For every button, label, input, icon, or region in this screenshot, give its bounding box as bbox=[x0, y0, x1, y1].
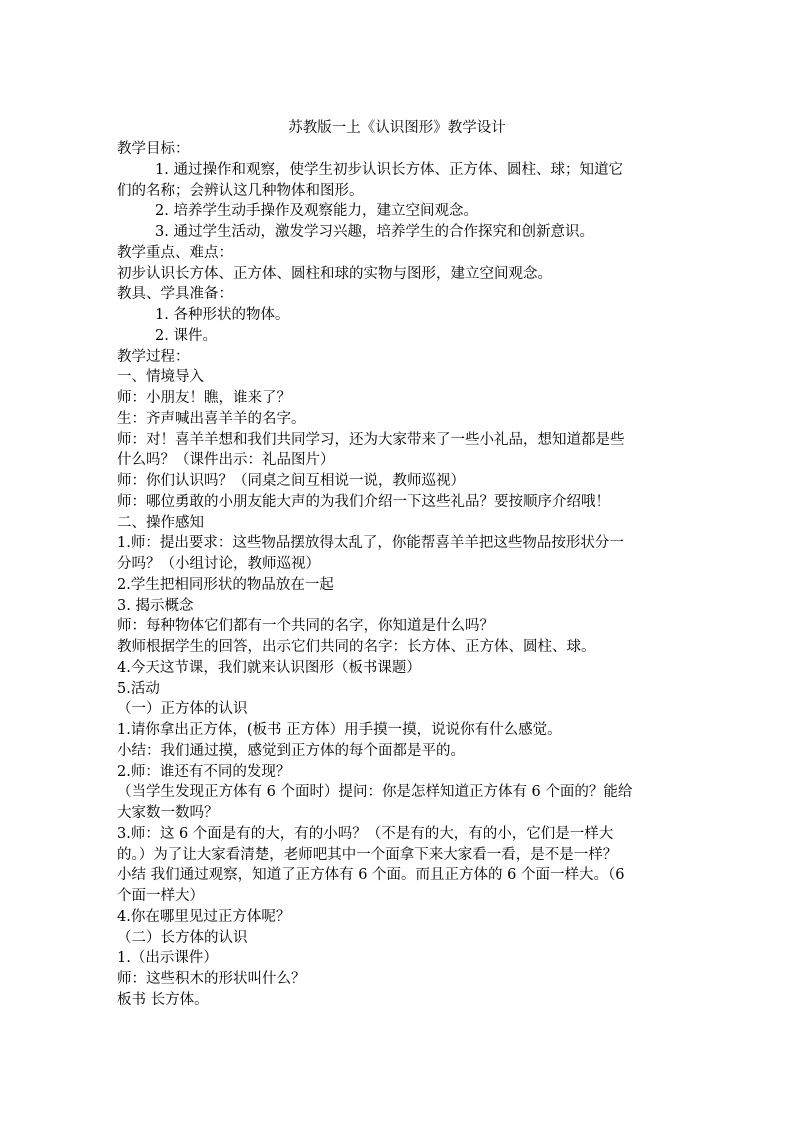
text-line: 4.你在哪里见过正方体呢？ bbox=[117, 908, 291, 925]
text-line: 师：对！喜羊羊想和我们共同学习，还为大家带来了一些小礼品，想知道都是些 bbox=[117, 431, 625, 448]
text-line: 教学目标： bbox=[117, 141, 190, 157]
text-line: 师：你们认识吗？（同桌之间互相说一说，教师巡视） bbox=[117, 473, 465, 489]
text-line: 5.活动 bbox=[117, 680, 160, 697]
text-line: 板书 长方体。 bbox=[117, 991, 209, 1008]
text-line: 什么吗？（课件出示：礼品图片） bbox=[117, 452, 335, 469]
text-line: 2.师：谁还有不同的发现？ bbox=[117, 763, 291, 780]
text-line: 师：小朋友！瞧，谁来了？ bbox=[117, 390, 291, 406]
text-line: 教师根据学生的回答，出示它们共同的名字：长方体、正方体、圆柱、球。 bbox=[117, 639, 596, 655]
text-line: 3. 通过学生活动，激发学习兴趣，培养学生的合作探究和创新意识。 bbox=[155, 224, 594, 240]
text-line: 1.师：提出要求：这些物品摆放得太乱了，你能帮喜羊羊把这些物品按形状分一 bbox=[117, 535, 624, 552]
text-line: 一、情境导入 bbox=[117, 369, 204, 386]
document-title: 苏教版一上《认识图形》教学设计 bbox=[288, 120, 506, 136]
text-line: 2.学生把相同形状的物品放在一起 bbox=[117, 576, 334, 593]
text-line: 师：这些积木的形状叫什么？ bbox=[117, 971, 306, 987]
text-line: 师：哪位勇敢的小朋友能大声的为我们介绍一下这些礼品？要按顺序介绍哦！ bbox=[117, 493, 610, 510]
text-line: 1. 通过操作和观察，使学生初步认识长方体、正方体、圆柱、球；知道它 bbox=[155, 161, 623, 178]
text-line: （二）长方体的认识 bbox=[117, 929, 248, 946]
text-line: 1.（出示课件） bbox=[117, 950, 218, 967]
text-line: 1. 各种形状的物体。 bbox=[155, 307, 290, 323]
text-line: 小结：我们通过摸，感觉到正方体的每个面都是平的。 bbox=[117, 742, 465, 759]
text-line: 3. 揭示概念 bbox=[117, 597, 194, 614]
text-line: 的。）为了让大家看清楚，老师吧其中一个面拿下来大家看一看，是不是一样？ bbox=[117, 846, 618, 863]
text-line: 小结 我们通过观察，知道了正方体有 6 个面。而且正方体的 6 个面一样大。（6 bbox=[117, 867, 625, 884]
text-line: 大家数一数吗？ bbox=[117, 805, 219, 821]
text-line: 教学重点、难点： bbox=[117, 244, 233, 261]
text-line: 师：每种物体它们都有一个共同的名字，你知道是什么吗？ bbox=[117, 618, 494, 635]
text-line: 分吗？（小组讨论，教师巡视） bbox=[117, 556, 320, 572]
text-line: 二、操作感知 bbox=[117, 514, 204, 531]
text-line: 教具、学具准备： bbox=[117, 286, 233, 303]
text-line: 个面一样大） bbox=[117, 888, 204, 904]
text-line: 初步认识长方体、正方体、圆柱和球的实物与图形，建立空间观念。 bbox=[117, 265, 552, 282]
text-line: 3.师：这 6 个面是有的大，有的小吗？（不是有的大，有的小，它们是一样大 bbox=[117, 825, 614, 842]
text-line: 们的名称；会辨认这几种物体和图形。 bbox=[117, 182, 364, 199]
text-line: 1.请你拿出正方体，(板书 正方体）用手摸一摸，说说你有什么感觉。 bbox=[117, 722, 562, 738]
text-line: （当学生发现正方体有 6 个面时）提问：你是怎样知道正方体有 6 个面的？能给 bbox=[117, 784, 633, 801]
document-body bbox=[117, 139, 677, 1011]
text-line: 2. 课件。 bbox=[155, 327, 217, 344]
text-line: 教学过程： bbox=[117, 348, 190, 365]
text-line: 生：齐声喊出喜羊羊的名字。 bbox=[117, 410, 306, 427]
text-line: （一）正方体的认识 bbox=[117, 701, 248, 718]
text-line: 4.今天这节课，我们就来认识图形（板书课题） bbox=[117, 659, 421, 676]
text-line: 2. 培养学生动手操作及观察能力，建立空间观念。 bbox=[155, 203, 478, 220]
